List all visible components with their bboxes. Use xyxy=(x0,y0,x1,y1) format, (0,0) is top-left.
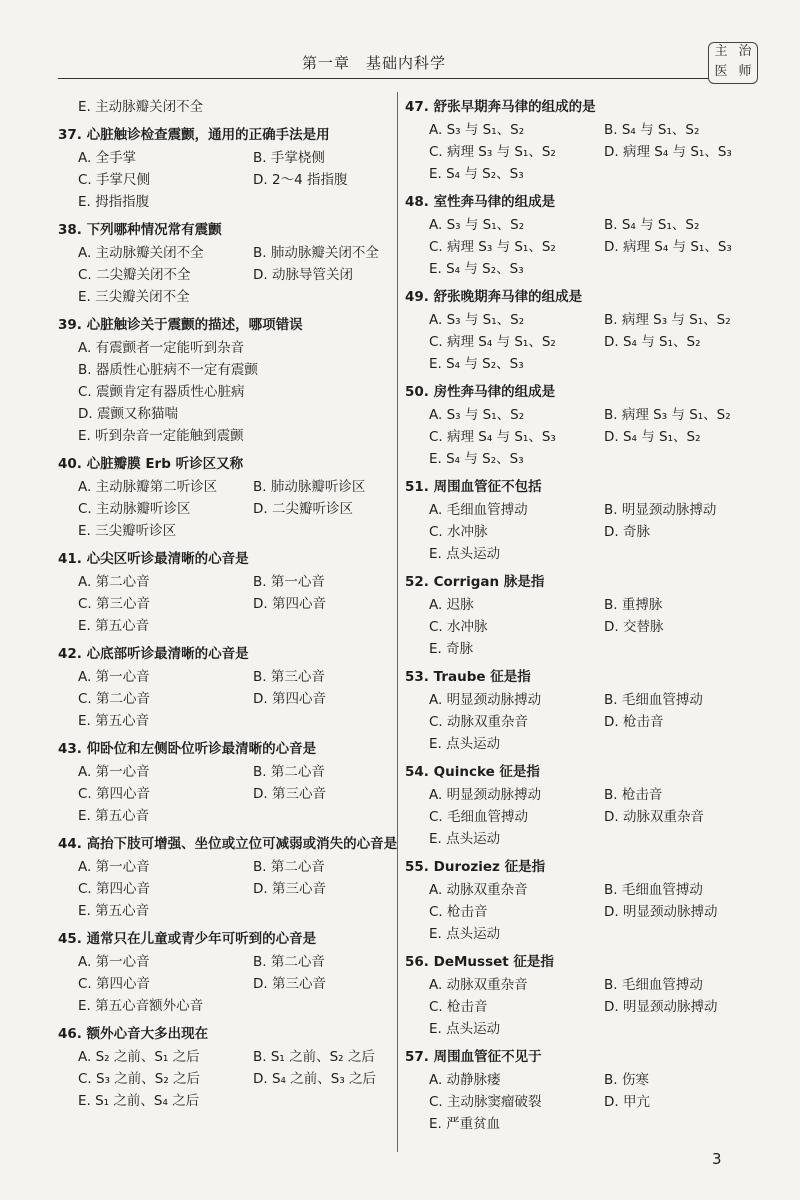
chapter-title: 第一章 基础内科学 xyxy=(302,54,447,72)
answer-option: B. S₁ 之前、S₂ 之后 xyxy=(253,1049,375,1065)
options-grid xyxy=(405,1069,750,1135)
answer-option: B. 第二心音 xyxy=(253,954,325,970)
question-text: 舒张早期奔马律的组成的是 xyxy=(433,99,596,115)
question-stem xyxy=(58,124,393,147)
answer-option: E. 听到杂音一定能触到震颤 xyxy=(78,428,244,444)
answer-option: D. 病理 S₄ 与 S₁、S₃ xyxy=(604,239,732,255)
answer-option: E. S₄ 与 S₂、S₃ xyxy=(429,166,524,182)
question-item xyxy=(58,124,393,213)
question-number: 47. xyxy=(405,99,429,115)
answer-option: B. 伤寒 xyxy=(604,1072,649,1088)
question-text: Traube 征是指 xyxy=(433,669,531,685)
answer-option: A. 明显颈动脉搏动 xyxy=(429,692,542,708)
answer-option: A. 动静脉瘘 xyxy=(429,1072,501,1088)
options-grid xyxy=(405,119,750,185)
options-grid xyxy=(405,499,750,565)
answer-option: E. 奇脉 xyxy=(429,641,474,657)
question-stem xyxy=(405,381,750,404)
question-item xyxy=(405,191,750,280)
question-number: 57. xyxy=(405,1049,429,1065)
question-text: 下列哪种情况常有震颤 xyxy=(86,222,222,238)
question-item xyxy=(58,1023,393,1112)
answer-option: E. 拇指指腹 xyxy=(78,194,150,210)
answer-option: B. 明显颈动脉搏动 xyxy=(604,502,717,518)
options-grid xyxy=(405,214,750,280)
answer-option: E. 第五心音 xyxy=(78,713,150,729)
question-number: 45. xyxy=(58,931,82,947)
answer-option: C. 第二心音 xyxy=(78,691,151,707)
question-number: 39. xyxy=(58,317,82,333)
answer-option: E. 主动脉瓣关闭不全 xyxy=(78,99,204,115)
answer-option: B. S₄ 与 S₁、S₂ xyxy=(604,122,700,138)
options-grid xyxy=(58,761,393,827)
options-grid xyxy=(405,879,750,945)
question-text: 室性奔马律的组成是 xyxy=(433,194,556,210)
answer-option: E. 点头运动 xyxy=(429,546,501,562)
question-item xyxy=(405,761,750,850)
answer-option: C. 病理 S₄ 与 S₁、S₂ xyxy=(429,334,556,350)
question-number: 41. xyxy=(58,551,82,567)
question-number: 38. xyxy=(58,222,82,238)
question-text: 舒张晚期奔马律的组成是 xyxy=(433,289,583,305)
answer-option: A. S₃ 与 S₁、S₂ xyxy=(429,312,525,328)
answer-option: C. 毛细血管搏动 xyxy=(429,809,529,825)
answer-option: C. 水冲脉 xyxy=(429,619,488,635)
question-stem xyxy=(58,453,393,476)
question-number: 53. xyxy=(405,669,429,685)
question-item xyxy=(58,548,393,637)
answer-option: D. 交替脉 xyxy=(604,619,664,635)
question-text: 心脏触诊关于震颤的描述，哪项错误 xyxy=(86,317,303,333)
question-item xyxy=(58,314,393,447)
options-grid xyxy=(58,147,393,213)
answer-option: A. S₃ 与 S₁、S₂ xyxy=(429,217,525,233)
answer-option: A. 主动脉瓣第二听诊区 xyxy=(78,479,218,495)
answer-option: B. 手掌桡侧 xyxy=(253,150,325,166)
question-item xyxy=(405,96,750,185)
options-grid xyxy=(58,476,393,542)
answer-option: A. 迟脉 xyxy=(429,597,474,613)
answer-option: D. 动脉双重杂音 xyxy=(604,809,704,825)
answer-option: D. S₄ 与 S₁、S₂ xyxy=(604,334,701,350)
answer-option: A. 全手掌 xyxy=(78,150,137,166)
question-item xyxy=(405,666,750,755)
answer-option: A. 有震颤者一定能听到杂音 xyxy=(78,340,245,356)
answer-option: C. 手掌尺侧 xyxy=(78,172,151,188)
question-stem xyxy=(405,1046,750,1069)
question-text: 房性奔马律的组成是 xyxy=(433,384,556,400)
question-stem xyxy=(405,951,750,974)
answer-option: D. 第四心音 xyxy=(253,596,326,612)
question-item xyxy=(58,833,398,922)
answer-option: E. 点头运动 xyxy=(429,736,501,752)
options-grid xyxy=(405,404,750,470)
question-stem xyxy=(405,856,750,879)
question-number: 54. xyxy=(405,764,429,780)
answer-option: C. 水冲脉 xyxy=(429,524,488,540)
question-stem xyxy=(58,643,393,666)
answer-option: D. 动脉导管关闭 xyxy=(253,267,353,283)
question-stem xyxy=(405,476,750,499)
answer-option: C. 枪击音 xyxy=(429,904,488,920)
question-item xyxy=(405,286,750,375)
question-text: 额外心音大多出现在 xyxy=(86,1026,209,1042)
question-number: 49. xyxy=(405,289,429,305)
options-grid xyxy=(58,1046,393,1112)
answer-option: A. 动脉双重杂音 xyxy=(429,882,528,898)
question-text: Quincke 征是指 xyxy=(433,764,540,780)
question-stem xyxy=(58,548,393,571)
answer-option: A. 主动脉瓣关闭不全 xyxy=(78,245,204,261)
answer-option: B. S₄ 与 S₁、S₂ xyxy=(604,217,700,233)
answer-option: D. 甲亢 xyxy=(604,1094,650,1110)
answer-option: B. 第二心音 xyxy=(253,859,325,875)
question-stem xyxy=(405,286,750,309)
options-grid xyxy=(405,594,750,660)
question-item xyxy=(58,96,393,118)
question-stem xyxy=(405,96,750,119)
question-number: 42. xyxy=(58,646,82,662)
answer-option: B. 第二心音 xyxy=(253,764,325,780)
answer-option: B. 第三心音 xyxy=(253,669,325,685)
answer-option: B. 第一心音 xyxy=(253,574,325,590)
answer-option: A. 第一心音 xyxy=(78,859,150,875)
question-text: 周围血管征不见于 xyxy=(433,1049,542,1065)
answer-option: A. 明显颈动脉搏动 xyxy=(429,787,542,803)
answer-option: D. 奇脉 xyxy=(604,524,650,540)
answer-option: D. 枪击音 xyxy=(604,714,664,730)
options-grid xyxy=(405,974,750,1040)
question-stem xyxy=(405,191,750,214)
answer-option: E. 第五心音额外心音 xyxy=(78,998,204,1014)
answer-option: B. 病理 S₃ 与 S₁、S₂ xyxy=(604,407,731,423)
options-grid xyxy=(405,689,750,755)
question-item xyxy=(405,476,750,565)
question-item xyxy=(58,928,393,1017)
answer-option: C. 主动脉窦瘤破裂 xyxy=(429,1094,542,1110)
question-number: 44. xyxy=(58,836,82,852)
question-number: 50. xyxy=(405,384,429,400)
question-text: DeMusset 征是指 xyxy=(433,954,554,970)
answer-option: C. 病理 S₄ 与 S₁、S₃ xyxy=(429,429,556,445)
left-column xyxy=(58,96,398,1118)
options-grid xyxy=(405,784,750,850)
question-stem xyxy=(58,833,398,856)
answer-option: A. 毛细血管搏动 xyxy=(429,502,528,518)
question-text: 心脏瓣膜 Erb 听诊区又称 xyxy=(86,456,244,472)
answer-option: D. 第三心音 xyxy=(253,881,326,897)
answer-option: E. 三尖瓣听诊区 xyxy=(78,523,177,539)
question-text: 仰卧位和左侧卧位听诊最清晰的心音是 xyxy=(86,741,317,757)
question-item xyxy=(58,219,393,308)
question-text: 高抬下肢可增强、坐位或立位可减弱或消失的心音是 xyxy=(86,836,398,852)
answer-option: E. S₄ 与 S₂、S₃ xyxy=(429,261,524,277)
options-grid xyxy=(58,337,393,447)
answer-option: C. S₃ 之前、S₂ 之后 xyxy=(78,1071,201,1087)
logo-char: 主 xyxy=(714,44,728,59)
answer-option: D. 第四心音 xyxy=(253,691,326,707)
answer-option: E. 三尖瓣关闭不全 xyxy=(78,289,190,305)
answer-option: E. 第五心音 xyxy=(78,808,150,824)
question-item xyxy=(405,951,750,1040)
answer-option: A. S₂ 之前、S₁ 之后 xyxy=(78,1049,200,1065)
question-text: 通常只在儿童或青少年可听到的心音是 xyxy=(86,931,317,947)
answer-option: D. 第三心音 xyxy=(253,976,326,992)
answer-option: D. 第三心音 xyxy=(253,786,326,802)
question-number: 55. xyxy=(405,859,429,875)
answer-option: B. 器质性心脏病不一定有震颤 xyxy=(78,362,258,378)
answer-option: A. 动脉双重杂音 xyxy=(429,977,528,993)
answer-option: E. 点头运动 xyxy=(429,1021,501,1037)
answer-option: B. 肺动脉瓣听诊区 xyxy=(253,479,366,495)
answer-option: C. 震颤肯定有器质性心脏病 xyxy=(78,384,245,400)
question-number: 48. xyxy=(405,194,429,210)
answer-option: D. 明显颈动脉搏动 xyxy=(604,904,718,920)
logo-char: 医 xyxy=(714,64,728,79)
answer-option: B. 病理 S₃ 与 S₁、S₂ xyxy=(604,312,731,328)
options-grid xyxy=(405,309,750,375)
question-number: 52. xyxy=(405,574,429,590)
answer-option: C. 第四心音 xyxy=(78,881,151,897)
question-number: 37. xyxy=(58,127,82,143)
answer-option: A. 第一心音 xyxy=(78,954,150,970)
answer-option: B. 枪击音 xyxy=(604,787,663,803)
answer-option: D. S₄ 之前、S₃ 之后 xyxy=(253,1071,377,1087)
answer-option: E. S₄ 与 S₂、S₃ xyxy=(429,356,524,372)
question-text: 心脏触诊检查震颤，通用的正确手法是用 xyxy=(86,127,330,143)
options-grid xyxy=(58,242,393,308)
question-item xyxy=(405,571,750,660)
answer-option: C. 主动脉瓣听诊区 xyxy=(78,501,191,517)
question-stem xyxy=(405,761,750,784)
answer-option: A. S₃ 与 S₁、S₂ xyxy=(429,407,525,423)
question-stem xyxy=(58,314,393,337)
options-grid xyxy=(58,666,393,732)
answer-option: C. 二尖瓣关闭不全 xyxy=(78,267,191,283)
question-number: 40. xyxy=(58,456,82,472)
answer-option: A. 第二心音 xyxy=(78,574,150,590)
answer-option: B. 毛细血管搏动 xyxy=(604,977,703,993)
question-stem xyxy=(405,571,750,594)
answer-option: E. 点头运动 xyxy=(429,926,501,942)
answer-option: B. 毛细血管搏动 xyxy=(604,692,703,708)
question-number: 46. xyxy=(58,1026,82,1042)
question-item xyxy=(58,738,393,827)
question-text: 心尖区听诊最清晰的心音是 xyxy=(86,551,249,567)
question-text: Duroziez 征是指 xyxy=(433,859,546,875)
question-stem xyxy=(405,666,750,689)
question-item xyxy=(405,381,750,470)
answer-option: D. 二尖瓣听诊区 xyxy=(253,501,353,517)
answer-option: A. 第一心音 xyxy=(78,669,150,685)
answer-option: A. 第一心音 xyxy=(78,764,150,780)
answer-option: C. 第四心音 xyxy=(78,786,151,802)
logo-char: 师 xyxy=(738,64,752,79)
series-logo xyxy=(708,42,758,84)
answer-option: E. 第五心音 xyxy=(78,903,150,919)
question-text: 心底部听诊最清晰的心音是 xyxy=(86,646,249,662)
answer-option: C. 病理 S₃ 与 S₁、S₂ xyxy=(429,239,556,255)
question-stem xyxy=(58,1023,393,1046)
options-grid xyxy=(58,951,393,1017)
answer-option: D. 病理 S₄ 与 S₁、S₃ xyxy=(604,144,732,160)
answer-option: B. 毛细血管搏动 xyxy=(604,882,703,898)
answer-option: E. S₁ 之前、S₄ 之后 xyxy=(78,1093,200,1109)
question-number: 51. xyxy=(405,479,429,495)
question-stem xyxy=(58,928,393,951)
answer-option: C. 第四心音 xyxy=(78,976,151,992)
question-item xyxy=(405,1046,750,1135)
answer-option: E. 第五心音 xyxy=(78,618,150,634)
question-stem xyxy=(58,219,393,242)
answer-option: C. 枪击音 xyxy=(429,999,488,1015)
page-header xyxy=(58,50,748,79)
answer-option: B. 重搏脉 xyxy=(604,597,663,613)
question-item xyxy=(405,856,750,945)
page-number: 3 xyxy=(712,1150,722,1168)
answer-option: E. 严重贫血 xyxy=(429,1116,501,1132)
answer-option: C. 病理 S₃ 与 S₁、S₂ xyxy=(429,144,556,160)
question-number: 43. xyxy=(58,741,82,757)
answer-option: E. 点头运动 xyxy=(429,831,501,847)
question-item xyxy=(58,453,393,542)
answer-option: C. 动脉双重杂音 xyxy=(429,714,529,730)
right-column xyxy=(405,96,750,1141)
answer-option: E. S₄ 与 S₂、S₃ xyxy=(429,451,524,467)
answer-option: A. S₃ 与 S₁、S₂ xyxy=(429,122,525,138)
answer-option: D. S₄ 与 S₁、S₂ xyxy=(604,429,701,445)
question-stem xyxy=(58,738,393,761)
options-grid xyxy=(58,571,393,637)
answer-option: C. 第三心音 xyxy=(78,596,151,612)
question-number: 56. xyxy=(405,954,429,970)
answer-option: D. 震颤又称猫喘 xyxy=(78,406,178,422)
options-grid xyxy=(58,856,393,922)
options-grid xyxy=(58,96,393,118)
question-text: 周围血管征不包括 xyxy=(433,479,542,495)
answer-option: B. 肺动脉瓣关闭不全 xyxy=(253,245,379,261)
answer-option: D. 2～4 指指腹 xyxy=(253,172,348,188)
question-item xyxy=(58,643,393,732)
answer-option: D. 明显颈动脉搏动 xyxy=(604,999,718,1015)
question-text: Corrigan 脉是指 xyxy=(433,574,545,590)
logo-char: 治 xyxy=(738,44,752,59)
